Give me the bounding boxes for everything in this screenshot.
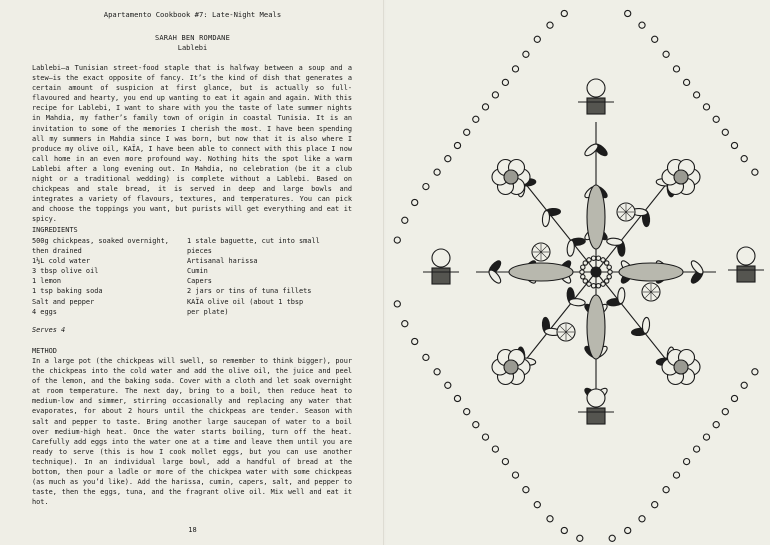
chickpea bbox=[607, 275, 611, 279]
ingredient-item: Artisanal harissa bbox=[187, 257, 258, 266]
border-dot bbox=[561, 527, 567, 533]
border-dot bbox=[731, 142, 737, 148]
center-dot bbox=[591, 267, 601, 277]
recipe-title: Lablebi bbox=[177, 44, 208, 52]
border-dot bbox=[464, 129, 470, 135]
border-dot bbox=[434, 369, 440, 375]
border-dot bbox=[609, 535, 615, 541]
serves-note: Serves 4 bbox=[32, 326, 66, 334]
border-dot bbox=[722, 409, 728, 415]
border-dot bbox=[512, 66, 518, 72]
fish bbox=[619, 263, 683, 281]
method-paragraph: In a large pot (the chickpeas will swell, so remember to think bigger), pour the chickpeas into the cold water and add the olive oil, the juice and peel of the lemon, and the baking soda. Cover with a cloth and let soak overnight at room temperature. The next day, bring to a boil, then reduce heat to medium-low and simmer, stirring occasionally and replacing any water that evaporates, for about 2 hours until the chickpeas are tender. Season with salt and pepper to taste. Bring another large saucepan of water to a boil over medium-high heat. Once the water starts boiling, turn off the heat. Carefully add eggs into the water one at a time and leave them until you are ready to serve (this is how I cook mollet eggs, but you can use another technique). In an individual large bowl, add a handful of bread at the bottom, then pour a ladle or more of the chickpea water with some chickpeas (as much as you’d like). Add the harissa, cumin, capers, salt, and pepper to taste, then the eggs, tuna, and the fragrant olive oil. Mix well and eat it hot. bbox=[32, 357, 352, 507]
figure-head bbox=[432, 249, 450, 267]
border-dot bbox=[482, 434, 488, 440]
leaf bbox=[617, 287, 625, 304]
leaf bbox=[567, 240, 575, 257]
page-number: 18 bbox=[188, 526, 197, 534]
figure-body bbox=[587, 98, 605, 114]
border-dot bbox=[412, 338, 418, 344]
border-dot bbox=[534, 36, 540, 42]
leaf bbox=[642, 317, 650, 334]
border-dot bbox=[694, 446, 700, 452]
border-dot bbox=[423, 354, 429, 360]
border-dot bbox=[713, 116, 719, 122]
border-dot bbox=[394, 301, 400, 307]
chickpea bbox=[607, 265, 611, 269]
border-dot bbox=[731, 395, 737, 401]
ingredient-item: 3 tbsp olive oil bbox=[32, 267, 99, 276]
border-dot bbox=[577, 535, 583, 541]
border-dot bbox=[464, 409, 470, 415]
figure-body bbox=[432, 268, 450, 284]
border-dot bbox=[561, 10, 567, 16]
ingredient-item: 2 jars or tins of tuna fillets bbox=[187, 287, 312, 296]
leaf bbox=[606, 238, 623, 246]
ingredient-item: Cumin bbox=[187, 267, 208, 276]
ingredient-item: Capers bbox=[187, 277, 212, 286]
border-dot bbox=[492, 92, 498, 98]
chickpea bbox=[591, 284, 595, 288]
intro-paragraph: Lablebi—a Tunisian street-food staple that is halfway between a soup and a stew—is the exact opposite of fancy. It’s the kind of dish that generates a certain amount of suspicion at first glance, but is actually so full-flavoured and hearty, you end up wanting to eat it again and again. With this recipe for Lablebi, I want to share with you the taste of late summer nights in Mahdia, my father’s family town of origin in coastal Tunisia. It is an invitation to some of the memories I cherish the most. I have been spending all my summers in Mahdia since I was born, but now that it is also where I produce my olive oil, KAÏA, I have been able to connect with this place I now call home in an even more profound way. Nothing hits the spot like a warm Lablebi after a long evening out. In Mahdia, no celebration (be it a club night or a traditional wedding) is complete without a Lablebi. Based on chickpeas and stale bread, it is served in deep and large bowls and integrates a variety of flavours, textures, and temperatures. You can pick and choose the toppings you want, but purists will get everything and eat it spicy. bbox=[32, 64, 352, 224]
author-name: SARAH BEN ROMDANE bbox=[154, 34, 231, 42]
border-dot bbox=[684, 459, 690, 465]
border-dot bbox=[703, 104, 709, 110]
chickpea bbox=[596, 284, 600, 288]
border-dot bbox=[547, 516, 553, 522]
border-dot bbox=[673, 472, 679, 478]
method-heading: METHOD bbox=[32, 347, 57, 355]
border-dot bbox=[752, 169, 758, 175]
border-dot bbox=[722, 129, 728, 135]
border-dot bbox=[502, 459, 508, 465]
border-dot bbox=[625, 527, 631, 533]
fish bbox=[587, 295, 605, 359]
flower-center bbox=[504, 170, 518, 184]
border-dot bbox=[639, 516, 645, 522]
ingredient-item: 1 stale baguette, cut into small pieces bbox=[187, 237, 320, 256]
leaf bbox=[569, 298, 586, 306]
fish bbox=[587, 185, 605, 249]
border-dot bbox=[523, 51, 529, 57]
border-dot bbox=[445, 156, 451, 162]
border-dot bbox=[694, 92, 700, 98]
border-dot bbox=[473, 422, 479, 428]
ingredients-list-right bbox=[187, 236, 337, 317]
chickpea bbox=[580, 270, 584, 274]
border-dot bbox=[625, 10, 631, 16]
right-page bbox=[386, 0, 770, 545]
border-dot bbox=[713, 422, 719, 428]
border-dot bbox=[412, 199, 418, 205]
border-dot bbox=[454, 142, 460, 148]
ingredient-item: 1 tsp baking soda bbox=[32, 287, 103, 296]
chickpea bbox=[605, 261, 609, 265]
ingredient-item: KAÏA olive oil (about 1 tbsp bbox=[187, 297, 304, 306]
ingredient-item: 4 eggs bbox=[32, 307, 57, 316]
border-dot bbox=[434, 169, 440, 175]
fish bbox=[509, 263, 573, 281]
border-dot bbox=[673, 66, 679, 72]
flower-center bbox=[674, 360, 688, 374]
ingredients-heading: INGREDIENTS bbox=[32, 226, 78, 234]
border-dot bbox=[492, 446, 498, 452]
ingredient-item: 500g chickpeas, soaked overnight, bbox=[32, 237, 169, 245]
border-dot bbox=[684, 79, 690, 85]
chickpea bbox=[583, 279, 587, 283]
border-dot bbox=[703, 434, 709, 440]
chickpea bbox=[601, 282, 605, 286]
border-dot bbox=[663, 487, 669, 493]
ingredients-list-left bbox=[32, 236, 177, 317]
border-dot bbox=[752, 369, 758, 375]
ingredient-item: per plate) bbox=[187, 307, 229, 316]
chickpea bbox=[591, 256, 595, 260]
border-dot bbox=[741, 382, 747, 388]
border-dot bbox=[445, 382, 451, 388]
flower-center bbox=[504, 360, 518, 374]
border-dot bbox=[402, 321, 408, 327]
border-dot bbox=[652, 502, 658, 508]
border-dot bbox=[394, 237, 400, 243]
border-dot bbox=[741, 156, 747, 162]
leaf bbox=[542, 210, 550, 227]
ingredient-item: then drained bbox=[32, 247, 82, 256]
border-dot bbox=[663, 51, 669, 57]
chickpea bbox=[587, 258, 591, 262]
figure-head bbox=[737, 247, 755, 265]
border-dot bbox=[652, 36, 658, 42]
mandala-motifs bbox=[423, 79, 764, 424]
border-dot bbox=[523, 487, 529, 493]
chickpea bbox=[581, 265, 585, 269]
figure-body bbox=[587, 408, 605, 424]
border-dot bbox=[423, 184, 429, 190]
ingredient-item: 1½L cold water bbox=[32, 257, 91, 266]
border-dot bbox=[473, 116, 479, 122]
folk-mandala-illustration-icon bbox=[386, 0, 770, 545]
running-head: Apartamento Cookbook #7: Late-Night Meals bbox=[103, 10, 282, 19]
figure-head bbox=[587, 389, 605, 407]
ingredient-item: Salt and pepper bbox=[32, 297, 95, 306]
border-dot bbox=[502, 79, 508, 85]
border-dot bbox=[534, 502, 540, 508]
border-dot bbox=[454, 395, 460, 401]
chickpea bbox=[581, 275, 585, 279]
border-dot bbox=[402, 217, 408, 223]
figure-head bbox=[587, 79, 605, 97]
figure-body bbox=[737, 266, 755, 282]
ingredient-item: 1 lemon bbox=[32, 277, 62, 286]
flower-center bbox=[674, 170, 688, 184]
border-dot bbox=[547, 22, 553, 28]
border-dot bbox=[512, 472, 518, 478]
border-dot bbox=[482, 104, 488, 110]
chickpea bbox=[596, 256, 600, 260]
border-dot bbox=[639, 22, 645, 28]
chickpea bbox=[608, 270, 612, 274]
